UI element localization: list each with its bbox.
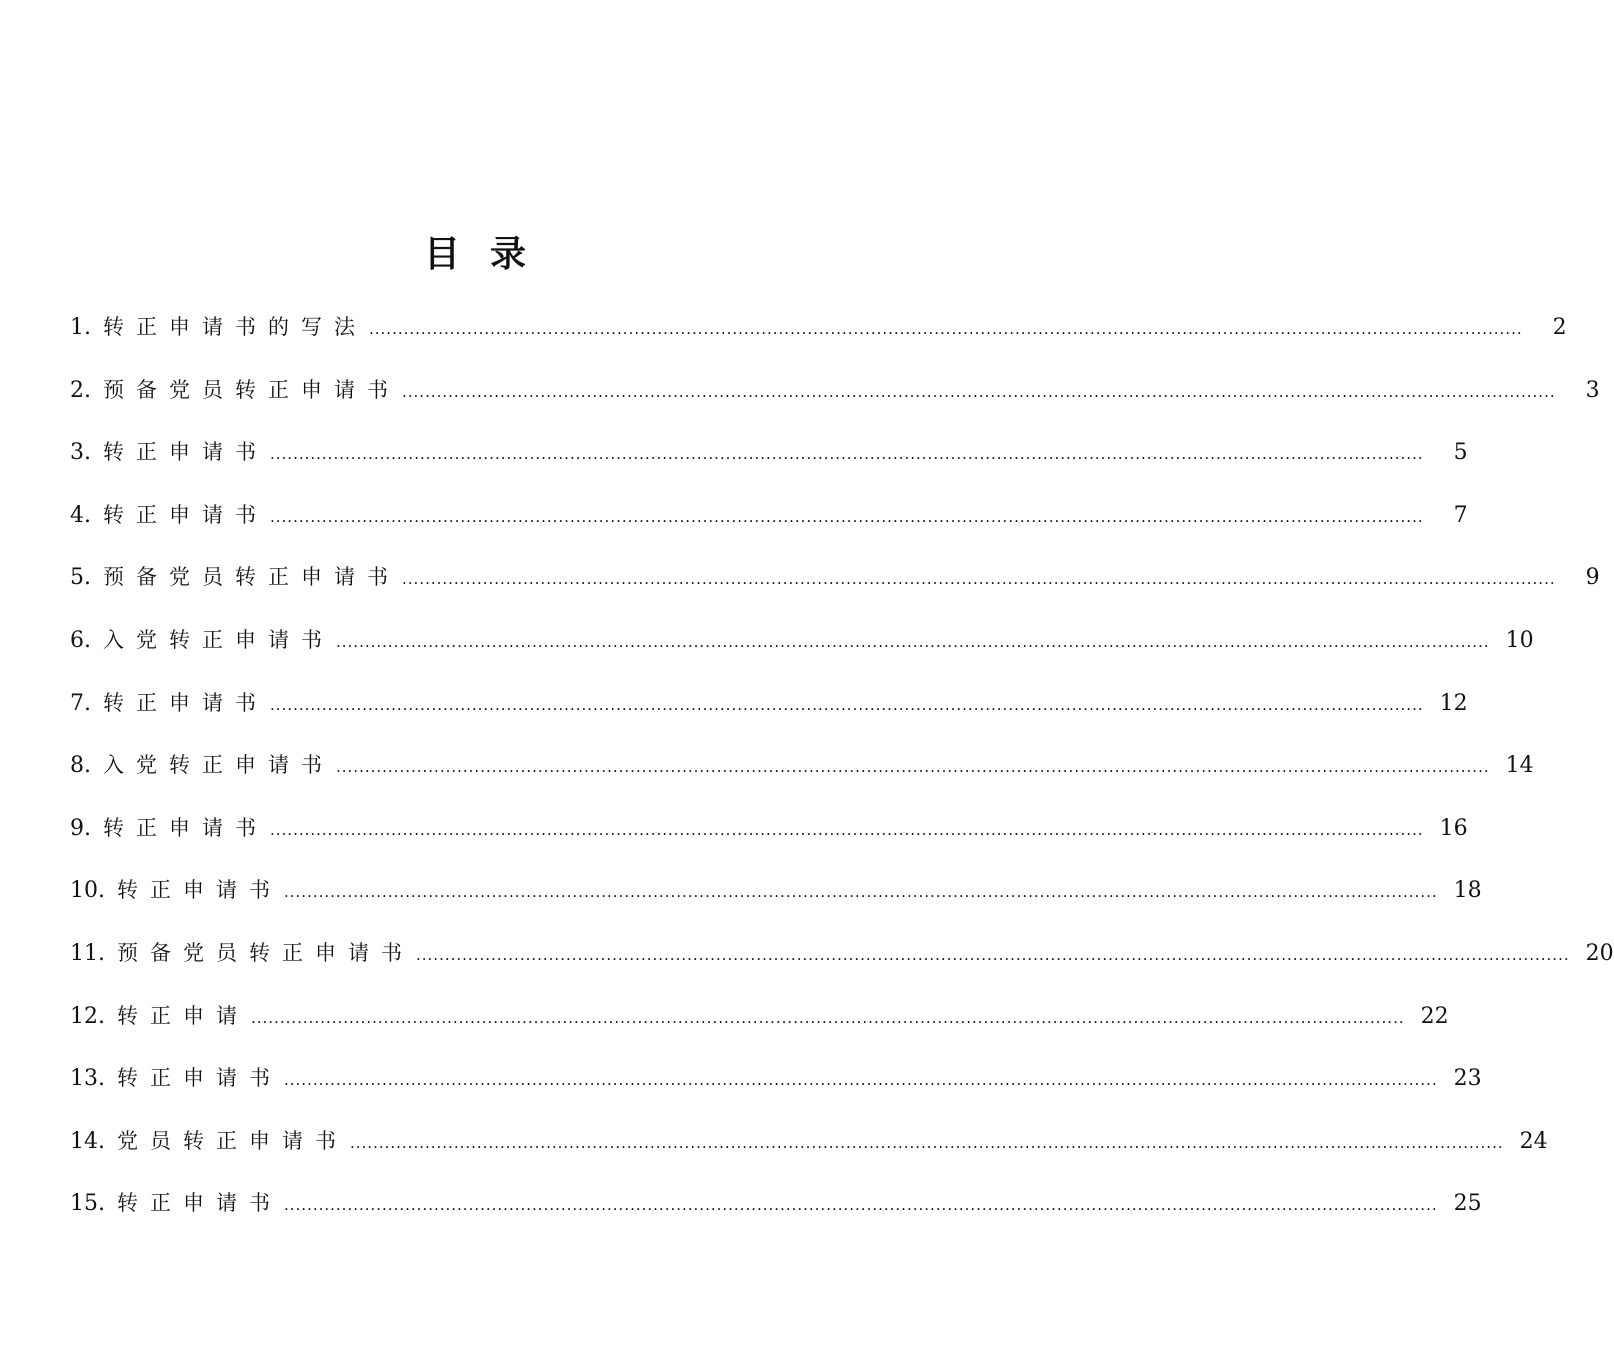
toc-entry-number: 8. [70, 753, 91, 779]
toc-dot-leader: ........................................................................................................................................................................................................ [416, 945, 1570, 964]
toc-entry-number: 12. [70, 1003, 105, 1029]
toc-entry-number: 2. [70, 377, 91, 403]
toc-entry[interactable] [70, 797, 1468, 860]
toc-title [0, 228, 950, 280]
toc-entry-number: 14. [70, 1128, 105, 1154]
toc-entry-number: 4. [70, 502, 91, 528]
toc-entry-page: 3 [1585, 377, 1600, 403]
toc-entry-title: 入党转正申请书 [103, 753, 334, 778]
toc-entry-title: 转正申请书 [103, 815, 268, 840]
toc-entry-page: 7 [1453, 502, 1468, 528]
toc-entry[interactable] [70, 672, 1468, 735]
toc-dot-leader: ........................................................................................................................................................................................................ [284, 1071, 1438, 1090]
toc-entry[interactable] [70, 922, 1614, 985]
toc-entry[interactable] [70, 484, 1468, 547]
toc-entry[interactable] [70, 734, 1534, 797]
toc-entry-page: 9 [1585, 565, 1600, 591]
toc-entry-page: 5 [1453, 440, 1468, 466]
toc-entry-number: 11. [70, 940, 105, 966]
toc-entry[interactable] [70, 985, 1449, 1048]
toc-entry[interactable] [70, 421, 1468, 484]
toc-entry-number: 6. [70, 627, 91, 653]
toc-dot-leader: ........................................................................................................................................................................................................ [251, 1008, 1405, 1027]
toc-entry-title: 转正申请书 [117, 1191, 282, 1216]
toc-entry-title: 党员转正申请书 [117, 1128, 348, 1153]
toc-entry-title: 转正申请 [117, 1003, 249, 1028]
toc-entry-page: 22 [1420, 1003, 1449, 1029]
toc-entry[interactable] [70, 859, 1482, 922]
toc-entry-number: 13. [70, 1066, 105, 1092]
toc-entry[interactable] [70, 1047, 1482, 1110]
toc-entry-number: 1. [70, 315, 91, 340]
toc-entry[interactable] [70, 1172, 1482, 1235]
toc-entry-title: 转正申请书 [117, 878, 282, 903]
toc-entry-title: 预备党员转正申请书 [103, 377, 400, 402]
toc-dot-leader: ........................................................................................................................................................................................................ [270, 445, 1424, 464]
toc-dot-leader: ........................................................................................................................................................................................................ [270, 695, 1424, 714]
toc-entry-title: 转正申请书的写法 [103, 315, 367, 339]
toc-entry-number: 10. [70, 878, 105, 904]
toc-entry[interactable] [70, 609, 1534, 672]
toc-dot-leader: ........................................................................................................................................................................................................ [284, 1196, 1438, 1215]
toc-entry[interactable] [70, 546, 1600, 609]
toc-dot-leader: ........................................................................................................................................................................................................ [350, 1133, 1504, 1152]
toc-dot-leader: ........................................................................................................................................................................................................ [336, 758, 1490, 777]
toc-entry-page: 12 [1439, 690, 1468, 716]
toc-dot-leader: ........................................................................................................................................................................................................ [284, 883, 1438, 902]
toc-dot-leader: ........................................................................................................................................................................................................ [369, 320, 1523, 338]
toc-entry-page: 25 [1453, 1191, 1482, 1217]
toc-entry-page: 24 [1519, 1128, 1548, 1154]
toc-entry-number: 7. [70, 690, 91, 716]
toc-entry-number: 15. [70, 1191, 105, 1217]
toc-entry-page: 10 [1505, 627, 1534, 653]
toc-entry-title: 转正申请书 [103, 440, 268, 465]
toc-entry-title: 转正申请书 [103, 502, 268, 527]
toc-entry[interactable] [70, 296, 1567, 359]
toc-dot-leader: ........................................................................................................................................................................................................ [336, 632, 1490, 651]
toc-dot-leader: ........................................................................................................................................................................................................ [270, 820, 1424, 839]
toc-entry-page: 16 [1439, 815, 1468, 841]
toc-entry-title: 入党转正申请书 [103, 627, 334, 652]
toc-entry-page: 14 [1505, 753, 1534, 779]
toc-entry-title: 预备党员转正申请书 [117, 940, 414, 965]
toc-entry-number: 5. [70, 565, 91, 591]
toc-title-char-2: 录 [490, 233, 527, 275]
toc-entry-page: 20 [1585, 940, 1614, 966]
toc-entry-number: 3. [70, 440, 91, 466]
table-of-contents [70, 296, 1614, 1235]
toc-dot-leader: ........................................................................................................................................................................................................ [270, 507, 1424, 526]
toc-entry-title: 转正申请书 [117, 1066, 282, 1091]
toc-entry-title: 转正申请书 [103, 690, 268, 715]
toc-entry[interactable] [70, 1110, 1548, 1173]
toc-dot-leader: ........................................................................................................................................................................................................ [402, 382, 1556, 401]
toc-entry-title: 预备党员转正申请书 [103, 565, 400, 590]
toc-dot-leader: ........................................................................................................................................................................................................ [402, 570, 1556, 589]
toc-entry-page: 2 [1552, 315, 1567, 340]
toc-entry[interactable] [70, 359, 1600, 422]
toc-entry-page: 23 [1453, 1066, 1482, 1092]
toc-entry-number: 9. [70, 815, 91, 841]
toc-entry-page: 18 [1453, 878, 1482, 904]
toc-title-char-1: 目 [423, 233, 460, 275]
